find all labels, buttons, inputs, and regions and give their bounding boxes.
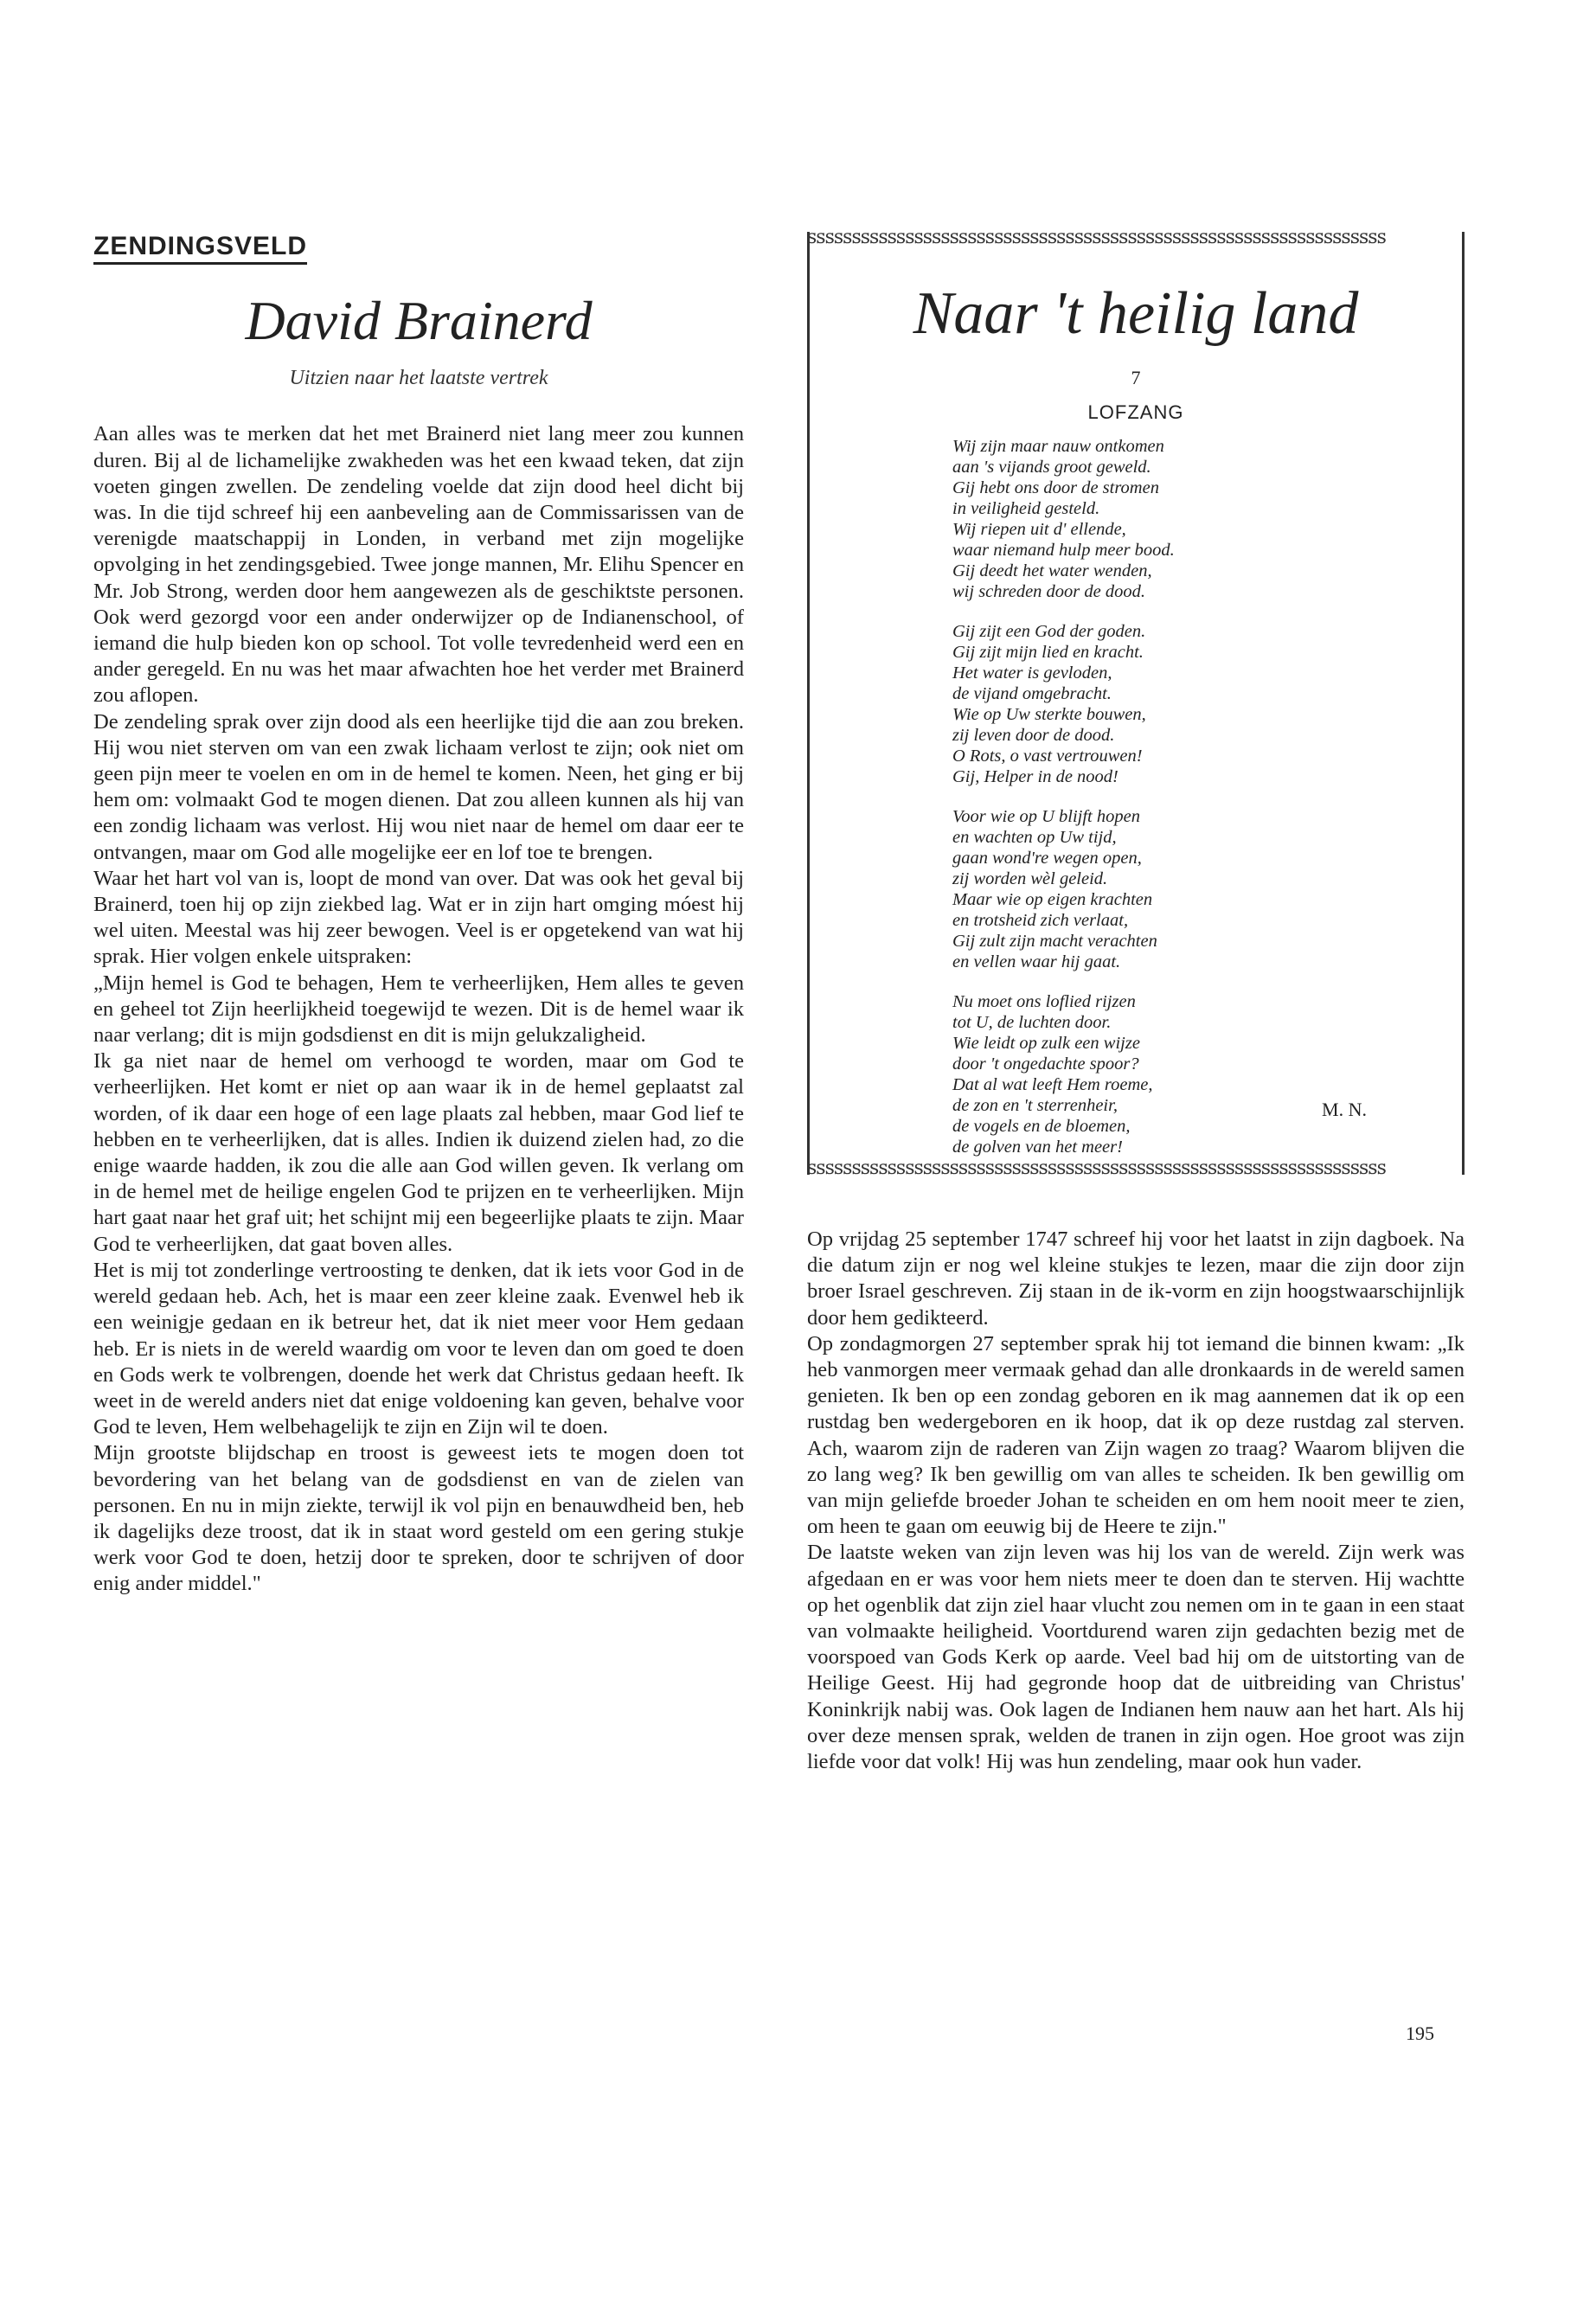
page-number: 195 — [1406, 2022, 1434, 2044]
poem-line: de golven van het meer! — [952, 1137, 1123, 1157]
poem-line: O Rots, o vast vertrouwen! — [952, 746, 1143, 766]
paragraph: Waar het hart vol van is, loopt de mond van over. Dat was ook het geval bij Brainerd, toen hij op zijn ziekbed lag. Wat er in zijn hart omging móest hij wel uiten. Meestal was hij zeer bewogen. Veel is er opgetekend van wat hij sprak. Hier volgen enkele uitspraken: — [93, 866, 744, 969]
poem-line: Gij deedt het water wenden, — [952, 561, 1152, 580]
poem-line: waar niemand hulp meer bood. — [952, 540, 1175, 560]
paragraph: De laatste weken van zijn leven was hij los van de wereld. Zijn werk was afgedaan en er was voor hem niets meer te doen dan te sterven. Hij wachtte op het ogenblik dat zijn ziel haar vlucht zou nemen om in te gaan in een staat van volmaakte heiligheid. Voortdurend waren zijn gedachten bezig met de voorspoed van Gods Kerk op aarde. Veel bad hij om de uitstorting van de Heilige Geest. Hij had gegronde hoop dat de uitbreiding van Christus' Koninkrijk nabij was. Ook lagen de Indianen hem nauw aan het hart. Als hij over deze mensen sprak, welden de tranen in zijn ogen. Hoe groot was zijn liefde voor dat volk! Hij was hun zendeling, maar ook hun vader. — [807, 1541, 1465, 1774]
article-subtitle: Uitzien naar het laatste vertrek — [289, 367, 548, 390]
paragraph: Het is mij tot zonderlinge vertroosting te denken, dat ik iets voor God in de wereld gedaan heb. Ach, het is maar een zeer kleine zaak. Evenwel heb ik een weinigje gedaan en ik betreur het, dat ik niet meer voor Hem gedaan heb. Er is niets in de wereld waardig om voor te leven dan om goed te doen en Gods werk te volbrengen, doende het werk dat Christus gedaan heeft. Ik weet in de wereld anders niet dat enige voldoening kan geven, behalve voor God te leven, Hem welbehagelijk te zijn en Zijn wil te doen. — [93, 1258, 744, 1439]
paragraph: Aan alles was te merken dat het met Brainerd niet lang meer zou kunnen duren. Bij al de lichamelijke zwakheden was het een kwaad teken, dat zijn voeten gingen zwellen. De zendeling voelde dat zijn dood heel dicht bij was. In die tijd schreef hij een aanbeveling aan de Commissarissen van de verenigde maatschappij in Londen, in verband met zijn mogelijke opvolging in het zendingsgebied. Twee jonge mannen, Mr. Elihu Spencer en Mr. Job Strong, werden door hem aangewezen als de geschiktste personen. Ook werd gezorgd voor een ander onderwijzer op de Indianenschool, of iemand die hulp bieden kon op school. Tot volle tevredenheid werd een en ander geregeld. En nu was het maar afwachten hoe het verder met Brainerd zou aflopen. — [93, 422, 744, 708]
rope-border-bottom: ꜱꜱꜱꜱꜱꜱꜱꜱꜱꜱꜱꜱꜱꜱꜱꜱꜱꜱꜱꜱꜱꜱꜱꜱꜱꜱꜱꜱꜱꜱꜱꜱꜱꜱꜱꜱꜱꜱꜱꜱꜱꜱꜱꜱꜱꜱꜱꜱꜱꜱꜱꜱꜱꜱꜱꜱꜱꜱꜱꜱꜱꜱꜱꜱꜱ — [807, 1163, 1386, 1175]
article-title: David Brainerd — [245, 290, 593, 351]
stanza — [952, 621, 1462, 787]
poem-number: 7 — [1131, 366, 1141, 388]
poem-line: tot U, de luchten door. — [952, 1012, 1112, 1032]
stanza — [952, 436, 1462, 602]
poem-line: Wij zijn maar nauw ontkomen — [952, 436, 1164, 456]
poem-stanzas — [952, 436, 1462, 1157]
poem-line: in veiligheid gesteld. — [952, 498, 1100, 518]
poem-line: en vellen waar hij gaat. — [952, 952, 1121, 971]
poem-line: de zon en 't sterrenheir, — [952, 1095, 1118, 1115]
poem-line: Wie op Uw sterkte bouwen, — [952, 704, 1146, 724]
section-label: ZENDINGSVELD — [93, 232, 307, 265]
poem-line: Gij, Helper in de nood! — [952, 766, 1118, 786]
poem-line: de vogels en de bloemen, — [952, 1116, 1131, 1136]
poem-heading: LOFZANG — [1087, 401, 1184, 423]
poem-line: Gij zijt een God der goden. — [952, 621, 1146, 641]
stanza — [952, 806, 1462, 972]
poem-line: gaan wond're wegen open, — [952, 848, 1142, 868]
right-column — [807, 232, 1465, 1775]
poem-line: aan 's vijands groot geweld. — [952, 457, 1151, 477]
poem-line: Nu moet ons loflied rijzen — [952, 991, 1136, 1011]
paragraph: De zendeling sprak over zijn dood als een heerlijke tijd die aan zou breken. Hij wou niet sterven om van een zwak lichaam verlost te zijn; ook niet om geen pijn meer te voelen en om in de hemel te komen. Neen, het ging er bij hem om: volmaakt God te mogen dienen. Dat zou alleen kunnen als hij van een zondig lichaam was verlost. Hij wou niet naar de hemel om daar eer te ontvangen, maar om God alle mogelijke eer en lof toe te brengen. — [93, 709, 744, 864]
poem-line: Gij hebt ons door de stromen — [952, 478, 1159, 497]
paragraph: „Mijn hemel is God te behagen, Hem te verheerlijken, Hem alles te geven en geheel tot Zijn heerlijkheid toegewijd te wezen. Dit is de hemel waar ik naar verlang; dit is mijn godsdienst en dit is mijn gelukzaligheid. — [93, 971, 744, 1048]
poem-line: Maar wie op eigen krachten — [952, 889, 1153, 909]
poem-line: en wachten op Uw tijd, — [952, 827, 1117, 847]
poem-box — [807, 232, 1465, 1175]
poem-line: Het water is gevloden, — [952, 663, 1112, 683]
poem-line: Gij zult zijn macht verachten — [952, 931, 1157, 951]
poem-line: Dat al wat leeft Hem roeme, — [952, 1074, 1153, 1094]
poem-line: wij schreden door de dood. — [952, 581, 1146, 601]
poem-line: Gij zijt mijn lied en kracht. — [952, 642, 1144, 662]
rope-border-top: ꜱꜱꜱꜱꜱꜱꜱꜱꜱꜱꜱꜱꜱꜱꜱꜱꜱꜱꜱꜱꜱꜱꜱꜱꜱꜱꜱꜱꜱꜱꜱꜱꜱꜱꜱꜱꜱꜱꜱꜱꜱꜱꜱꜱꜱꜱꜱꜱꜱꜱꜱꜱꜱꜱꜱꜱꜱꜱꜱꜱꜱꜱꜱꜱꜱ — [807, 232, 1386, 244]
stanza — [952, 991, 1462, 1157]
paragraph: Op vrijdag 25 september 1747 schreef hij voor het laatst in zijn dagboek. Na die datum zijn er nog wel kleine stukjes te lezen, maar die zijn door zijn broer Israel geschreven. Zij staan in de ik-vorm en zijn hoogstwaarschijnlijk door hem gedikteerd. — [807, 1227, 1465, 1330]
poem-author: M. N. — [1322, 1099, 1367, 1120]
paragraph: Ik ga niet naar de hemel om verhoogd te worden, maar om God te verheerlijken. Het komt er niet op aan waar ik in de hemel geplaatst zal worden, of ik daar een hoge of een lage plaats zal hebben, maar God lief te hebben en te verheerlijken, dat is alles. Indien ik duizend zielen had, zo die enige waarde hadden, ik zou die alle aan God willen geven. Ik verlang om in de hemel met de heilige engelen God te prijzen en te verheerlijken. Mijn hart gaat naar het graf uit; het schijnt mij een begeerlijke plaats te zijn. Maar God te verheerlijken, dat gaat boven alles. — [93, 1049, 744, 1256]
poem-line: Voor wie op U blijft hopen — [952, 806, 1140, 826]
poem-line: Wie leidt op zulk een wijze — [952, 1033, 1140, 1053]
poem-line: door 't ongedachte spoor? — [952, 1054, 1139, 1074]
paragraph: Mijn grootste blijdschap en troost is geweest iets te mogen doen tot bevordering van het belang van de godsdienst en van de zielen van personen. En nu in mijn ziekte, terwijl ik vol pijn en benauwdheid ben, heb ik dagelijks deze troost, dat ik in staat word gesteld om een gering stukje werk voor God te doen, hetzij door te spreken, door te schrijven of door enig ander middel." — [93, 1441, 744, 1596]
poem-line: zij leven door de dood. — [952, 725, 1115, 745]
left-column — [93, 232, 744, 1598]
poem-line: en trotsheid zich verlaat, — [952, 910, 1129, 930]
poem-line: de vijand omgebracht. — [952, 683, 1112, 703]
article-continuation — [807, 1227, 1465, 1775]
paragraph: Op zondagmorgen 27 september sprak hij tot iemand die binnen kwam: „Ik heb vanmorgen meer vermaak gehad dan alle dronkaards in de wereld samen genieten. Ik ben op een zondag geboren en ik mag aannemen dat ik op een rustdag ben wedergeboren en ik hoop, dat ik op deze rustdag zal sterven. Ach, waarom zijn de raderen van Zijn wagen zo traag? Waarom blijven die zo lang weg? Ik ben gewillig om van alles te scheiden. Ik ben gewillig om van mijn geliefde broeder Johan te scheiden en om hem nooit meer te zien, om heen te gaan om eeuwig bij de Heere te zijn." — [807, 1331, 1465, 1539]
poem-line: zij worden wèl geleid. — [952, 868, 1108, 888]
poem-line: Wij riepen uit d' ellende, — [952, 519, 1126, 539]
article-body — [93, 421, 744, 1597]
poem-title: Naar 't heilig land — [913, 280, 1359, 347]
